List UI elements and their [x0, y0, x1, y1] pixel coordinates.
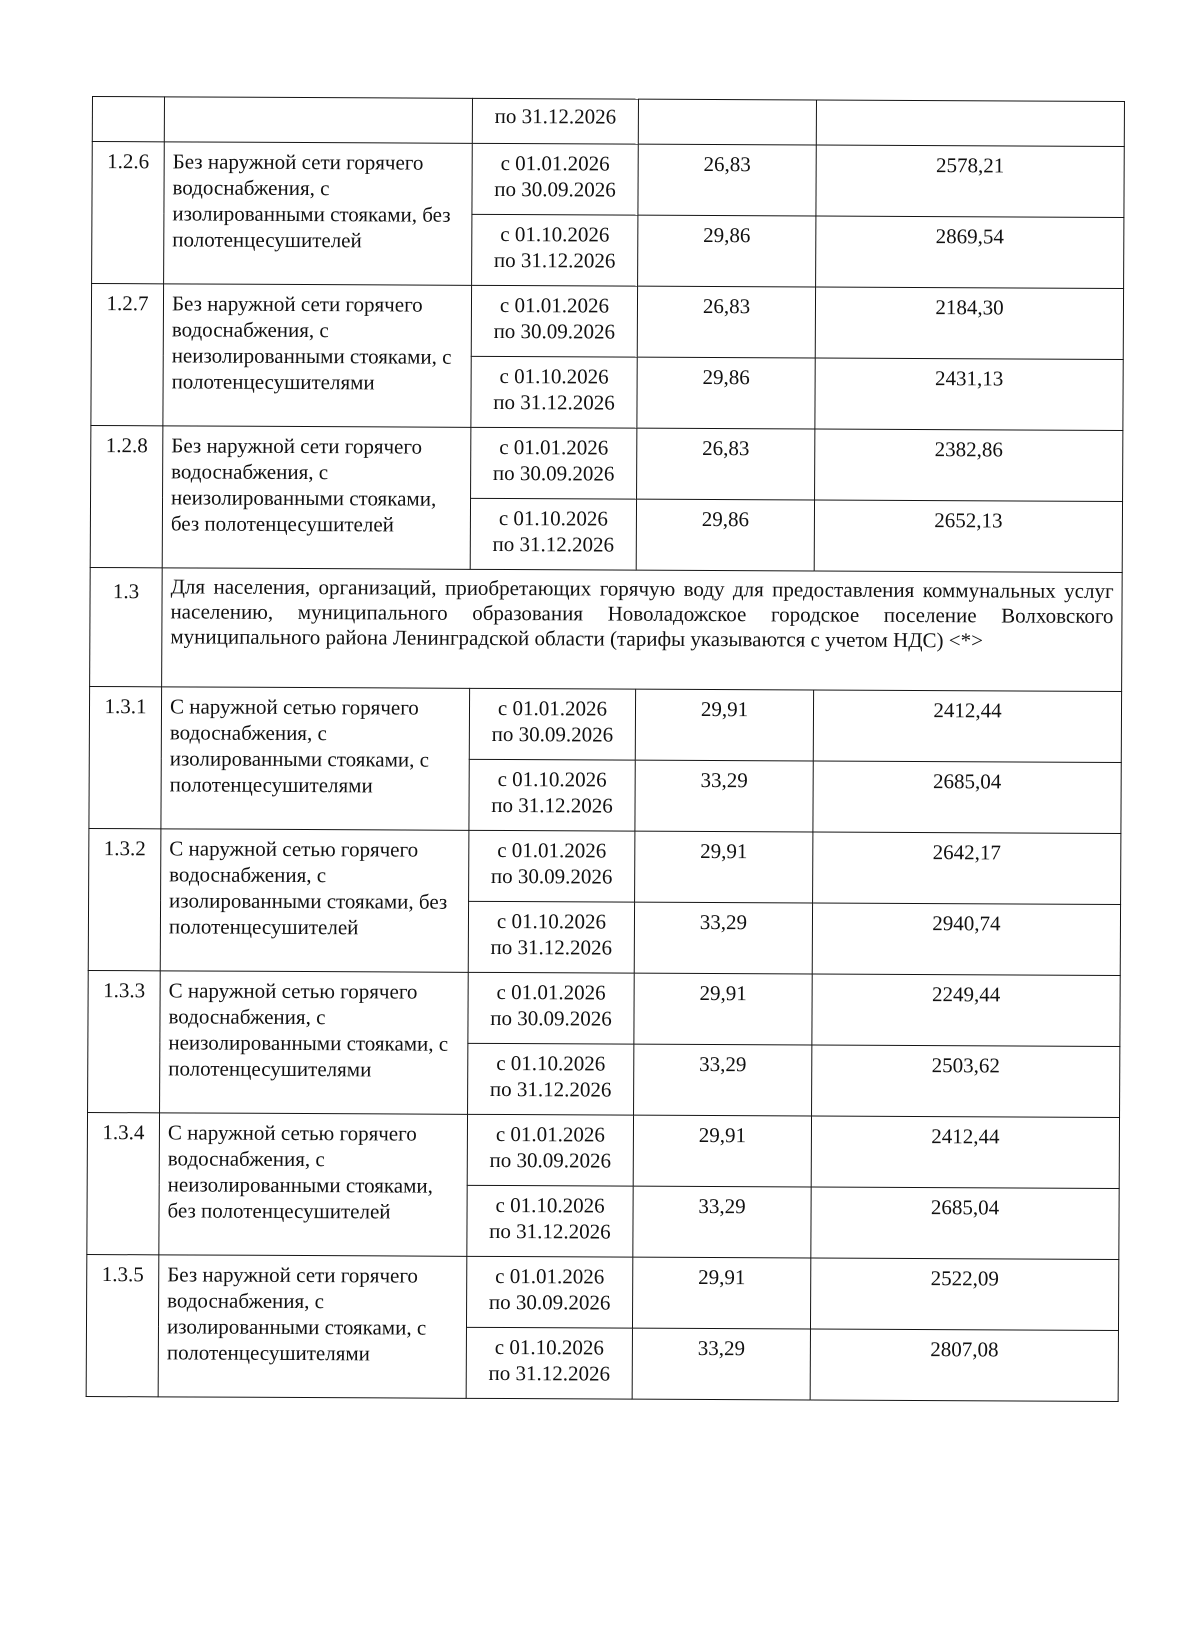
period-from: с 01.01.2026 [496, 979, 606, 1005]
table-row [91, 284, 1123, 360]
row-name: С наружной сетью горячего водоснабжения, с изолированными стояками, с полотенцесушителями [161, 687, 470, 831]
period-to: по 30.09.2026 [489, 1147, 612, 1173]
period-to: по 30.09.2026 [490, 863, 613, 889]
row-name: Без наружной сети горячего водоснабжения, с неизолированными стояками, с полотенцесушителями [163, 284, 472, 428]
row-number: 1.2.8 [90, 425, 163, 567]
group-description: Для населения, организаций, приобретающих горячую воду для предоставления коммунальных услуг населению, муниципального образования Новоладожское городское поселение Волховского муниципального района Ленинградской области (тарифы указываются с учетом НДС) <*> [162, 568, 1123, 692]
table-row [86, 1254, 1118, 1330]
period-from: с 01.10.2026 [498, 505, 609, 531]
cell-value1 [638, 99, 816, 145]
table-row [88, 970, 1120, 1046]
table-row [92, 142, 1124, 218]
row-number: 1.3.1 [89, 686, 162, 828]
period-from: с 01.01.2026 [497, 695, 608, 721]
cell-period [471, 285, 637, 357]
cell-value1: 29,86 [636, 499, 814, 571]
table-row [89, 828, 1121, 904]
cell-value1: 29,86 [638, 215, 816, 287]
period-from: с 01.01.2026 [499, 434, 609, 460]
cell-value2: 2431,13 [815, 358, 1123, 431]
cell-period [468, 901, 634, 973]
cell-value2: 2382,86 [815, 429, 1123, 502]
cell-period [466, 1256, 632, 1328]
period-to: по 31.12.2026 [490, 934, 613, 960]
cell-num [92, 97, 164, 142]
row-number: 1.3.5 [86, 1254, 159, 1396]
cell-value1: 29,91 [634, 973, 812, 1045]
period-from: с 01.10.2026 [494, 1334, 604, 1360]
cell-value1: 29,91 [632, 1257, 810, 1329]
row-number: 1.3.2 [88, 828, 161, 970]
cell-value2: 2412,44 [811, 1116, 1119, 1189]
cell-period [467, 1114, 633, 1186]
cell-period [469, 830, 635, 902]
period-to: по 30.09.2026 [490, 1005, 612, 1031]
period-from: с 01.10.2026 [496, 908, 607, 934]
period-to: по 31.12.2026 [493, 389, 615, 415]
cell-value1: 29,86 [637, 357, 815, 429]
period-from: с 01.01.2026 [499, 292, 610, 318]
period-to: по 31.12.2026 [491, 792, 613, 818]
period-to: по 31.12.2026 [494, 103, 617, 129]
period-from: с 01.10.2026 [496, 1050, 606, 1076]
cell-name [164, 97, 472, 144]
cell-value2 [816, 100, 1124, 147]
cell-value1: 33,29 [633, 1186, 811, 1258]
row-name: Без наружной сети горячего водоснабжения, с изолированными стояками, без полотенцесушителей [164, 142, 473, 286]
tariff-table [86, 96, 1125, 1402]
cell-period [467, 1185, 633, 1257]
period-from: с 01.10.2026 [495, 1192, 605, 1218]
period-from: с 01.01.2026 [497, 837, 607, 863]
cell-value2: 2578,21 [816, 145, 1124, 218]
period-to: по 31.12.2026 [493, 247, 616, 273]
cell-period [472, 214, 638, 286]
period-from: с 01.01.2026 [495, 1121, 606, 1147]
cell-value1: 33,29 [634, 902, 812, 974]
cell-period [469, 759, 635, 831]
cell-period [469, 688, 635, 760]
table-row [87, 1112, 1119, 1188]
cell-period [471, 427, 637, 499]
cell-period [466, 1327, 632, 1399]
cell-value2: 2184,30 [815, 287, 1123, 360]
cell-period [468, 972, 634, 1044]
table-row-group [90, 567, 1123, 691]
row-number: 1.3.3 [88, 970, 161, 1112]
row-name: Без наружной сети горячего водоснабжения, с неизолированными стояками, без полотенцесушителей [162, 426, 471, 570]
cell-value2: 2503,62 [812, 1045, 1120, 1118]
period-from: с 01.10.2026 [500, 221, 610, 247]
row-number: 1.3.4 [87, 1112, 160, 1254]
cell-value2: 2869,54 [816, 216, 1124, 289]
period-from: с 01.10.2026 [497, 766, 607, 792]
table-row [92, 97, 1124, 147]
period-to: по 30.09.2026 [493, 318, 616, 344]
period-to: по 30.09.2026 [491, 721, 614, 747]
period-to: по 30.09.2026 [488, 1289, 611, 1315]
period-to: по 31.12.2026 [492, 531, 615, 557]
period-to: по 31.12.2026 [489, 1076, 612, 1102]
cell-period [471, 356, 637, 428]
cell-value1: 33,29 [635, 760, 813, 832]
table-row [89, 686, 1121, 762]
cell-value2: 2652,13 [814, 500, 1122, 573]
row-number: 1.2.6 [92, 142, 165, 284]
row-number: 1.2.7 [91, 284, 164, 426]
cell-value1: 26,83 [637, 286, 815, 358]
period-from: с 01.10.2026 [499, 363, 609, 389]
cell-value2: 2642,17 [813, 832, 1121, 905]
row-name: Без наружной сети горячего водоснабжения, с изолированными стояками, с полотенцесушителями [158, 1255, 467, 1399]
cell-value1: 29,91 [635, 831, 813, 903]
cell-value1: 33,29 [632, 1328, 810, 1400]
period-from: с 01.01.2026 [500, 150, 610, 176]
cell-period [470, 498, 636, 570]
period-to: по 31.12.2026 [488, 1360, 611, 1386]
cell-value1: 33,29 [634, 1044, 812, 1116]
cell-value2: 2807,08 [810, 1329, 1118, 1402]
cell-value2: 2522,09 [810, 1258, 1118, 1331]
cell-period [468, 1043, 634, 1115]
period-to: по 31.12.2026 [489, 1218, 611, 1244]
cell-value2: 2249,44 [812, 974, 1120, 1047]
cell-period [472, 143, 638, 215]
cell-value2: 2685,04 [811, 1187, 1119, 1260]
table-row [91, 425, 1123, 501]
cell-period [472, 98, 638, 144]
cell-value2: 2685,04 [813, 761, 1121, 834]
row-name: С наружной сетью горячего водоснабжения, с неизолированными стояками, без полотенцесушителей [159, 1113, 468, 1257]
cell-value2: 2412,44 [813, 690, 1121, 763]
cell-value2: 2940,74 [812, 903, 1120, 976]
row-name: С наружной сетью горячего водоснабжения, с изолированными стояками, без полотенцесушителей [160, 829, 469, 973]
period-from: с 01.01.2026 [495, 1263, 605, 1289]
cell-value1: 29,91 [635, 689, 813, 761]
cell-value1: 26,83 [638, 144, 816, 216]
period-to: по 30.09.2026 [494, 176, 616, 202]
cell-value1: 26,83 [637, 428, 815, 500]
row-name: С наружной сетью горячего водоснабжения, с неизолированными стояками, с полотенцесушителями [160, 971, 469, 1115]
period-to: по 30.09.2026 [492, 460, 615, 486]
group-number: 1.3 [90, 567, 163, 686]
cell-value1: 29,91 [633, 1115, 811, 1187]
